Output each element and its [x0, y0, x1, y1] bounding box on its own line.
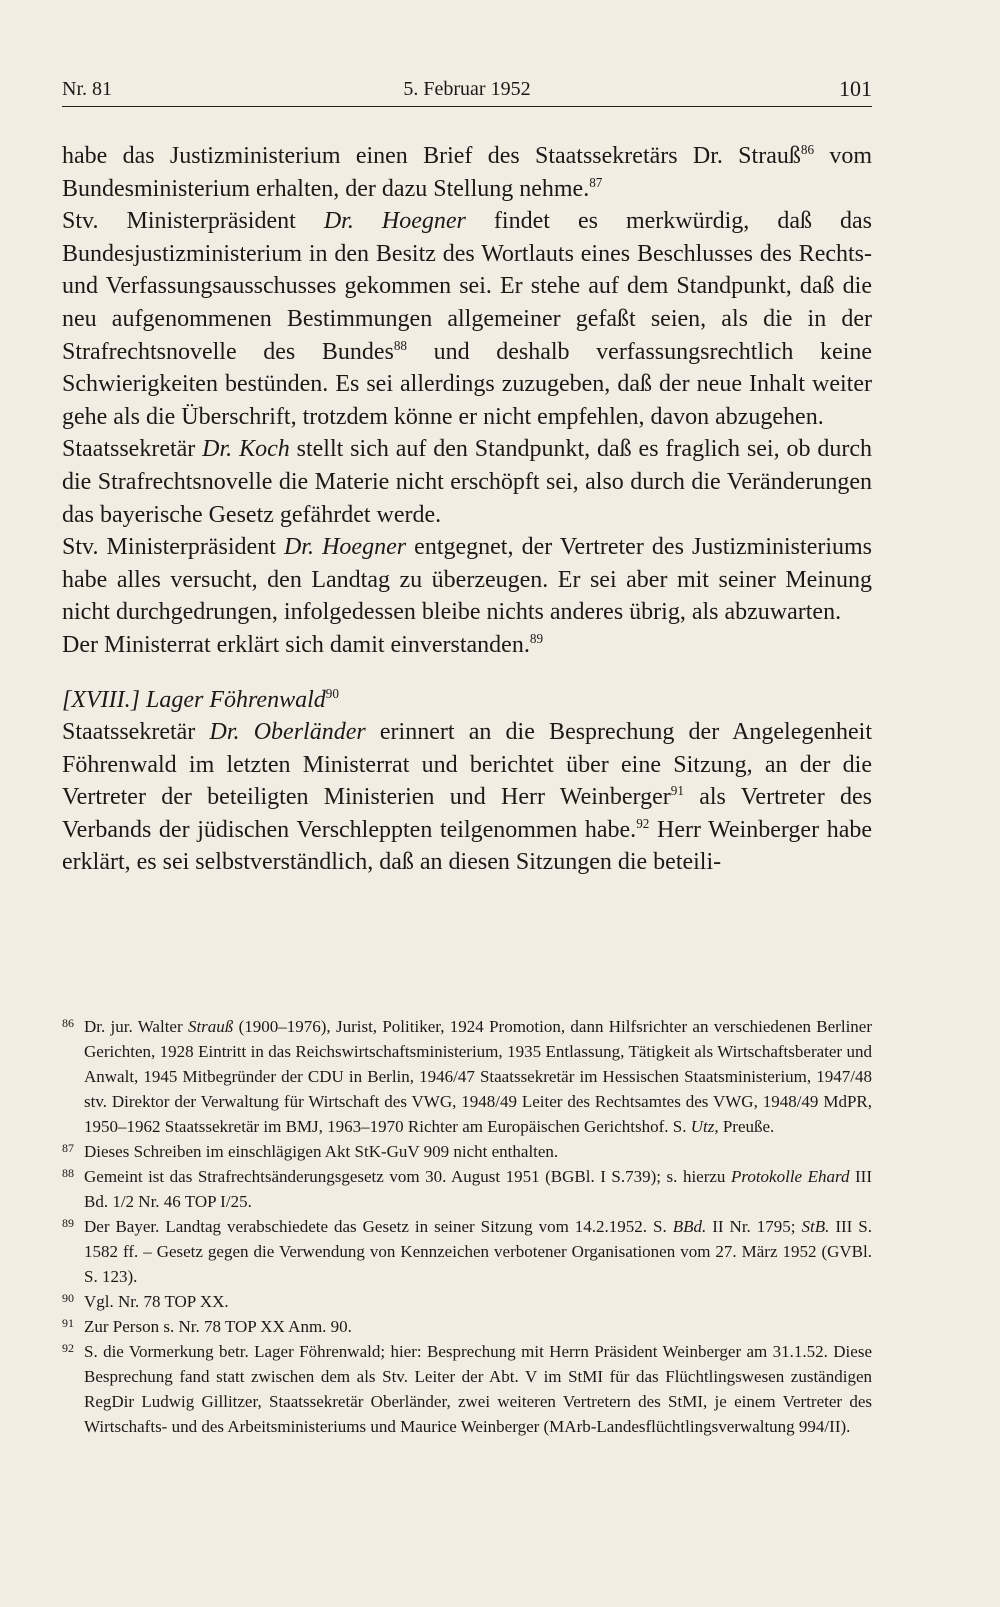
document-number: Nr. 81 — [62, 78, 112, 100]
paragraph: Stv. Ministerpräsident Dr. Hoegner entgegnet, der Vertreter des Justizministeriums habe alles versucht, den Landtag zu überzeugen. Er sei aber mit seiner Meinung nicht durchgedrungen, infolgedessen bleibe nichts anderes übrig, als abzuwarten. — [62, 534, 873, 626]
page-header — [62, 76, 872, 107]
footnote-ref[interactable]: 92 — [636, 815, 650, 831]
footnote-89: 89 Der Bayer. Landtag verabschiedete das Gesetz in seiner Sitzung vom 14.2.1952. S. BBd. II Nr. 1795; StB. III S. 1582 ff. – Gesetz gegen die Verwendung von Kennzeichen verbotener Organisationen vom 27. März 1952 (GVBl. S. 123). — [62, 1216, 872, 1286]
paragraph: Staatssekretär Dr. Oberländer erinnert an die Besprechung der Angelegenheit Föhrenwald im letzten Ministerrat und berichtet über eine Sitzung, an der die Vertreter der beteiligten Ministerien und Herr Weinberger$^{91}$ als Vertreter des Verbands der jüdischen Verschleppten teilgenommen habe.$^{92}$ Herr Weinberger habe erklärt, es sei selbstverständlich, daß an diesen Sitzungen die beteili- — [62, 719, 873, 876]
footnote-ref[interactable]: 90 — [325, 685, 339, 701]
footnote-ref[interactable]: 87 — [589, 174, 603, 190]
footnote-ref[interactable]: 91 — [670, 783, 684, 799]
footnote-92: 92 S. die Vormerkung betr. Lager Föhrenwald; hier: Besprechung mit Herrn Präsident Weinberger am 31.1.52. Diese Besprechung fand statt zwischen dem als Stv. Leiter der Abt. V im StMI für das Flüchtlingswesen zuständigen RegDir Ludwig Gillitzer, Staatssekretär Oberländer, zwei weiteren Vertretern des StMI, je einem Vertreter des Wirtschafts- und des Arbeitsministeriums und Maurice Weinberger (MArb-Landesflüchtlingsverwaltung 994/II). — [62, 1341, 872, 1436]
footnote-ref[interactable]: 88 — [393, 337, 408, 353]
footnote-91: 91 Zur Person s. Nr. 78 TOP XX Anm. 90. — [62, 1316, 352, 1336]
paragraph: Stv. Ministerpräsident Dr. Hoegner findet es merkwürdig, daß das Bundesjustizministerium in den Besitz des Wortlauts eines Beschlusses des Rechts- und Verfassungsausschusses gekommen sei. Er stehe auf dem Standpunkt, daß die neu aufgenommenen Bestimmungen allgemeiner gefaßt seien, als die in der Strafrechtsnovelle des Bundes$^{88}$ und deshalb verfassungsrechtlich keine Schwierigkeiten bestünden. Es sei allerdings zuzugeben, daß der neue Inhalt weiter gehe als die Überschrift, trotzdem könne er nicht empfehlen, davon abzugehen. — [62, 208, 873, 430]
speaker-name: Hoegner — [381, 208, 466, 235]
session-date: 5. Februar 1952 — [403, 78, 531, 100]
paragraph: habe das Justizministerium einen Brief des Staatssekretärs Dr. Strauß$^{86}$ vom Bundesministerium erhalten, der dazu Stellung nehme.$^{87}$ — [62, 142, 873, 202]
footnote-88: 88 Gemeint ist das Strafrechtsänderungsgesetz vom 30. August 1951 (BGBl. I S.739); s. hierzu Protokolle Ehard III Bd. 1/2 Nr. 46 TOP I/25. — [62, 1166, 872, 1211]
section-heading: [XVIII.] Lager Föhrenwald$^{90}$ — [62, 685, 339, 713]
footnote-90: 90 Vgl. Nr. 78 TOP XX. — [62, 1291, 229, 1311]
footnote-ref[interactable]: 89 — [529, 630, 544, 646]
speaker-name: Hoegner — [322, 534, 407, 561]
speaker-name: Oberländer — [253, 719, 366, 746]
footnote-ref[interactable]: 86 — [800, 142, 815, 157]
paragraph: Der Ministerrat erklärt sich damit einverstanden.$^{89}$ — [62, 630, 544, 658]
footnote-86: 86 Dr. jur. Walter Strauß (1900–1976), Jurist, Politiker, 1924 Promotion, dann Hilfsrichter an verschiedenen Berliner Gerichten, 1928 Eintritt in das Reichswirtschaftsministerium, 1935 Entlassung, Tätigkeit als Wirtschaftsberater und Anwalt, 1945 Mitbegründer der CDU in Berlin, 1946/47 Staatssekretär im Hessischen Staatsministerium, 1947/48 stv. Direktor der Verwaltung für Wirtschaft des VWG, 1948/49 Leiter des Rechtsamtes des VWG, 1948/49 MdPR, 1950–1962 Staatssekretär im BMJ, 1963–1970 Richter am Europäischen Gerichtshof. S. Utz, Preuße. — [62, 1016, 872, 1136]
speaker-name: Koch — [239, 436, 290, 463]
page-number: 101 — [839, 76, 872, 101]
main-text — [62, 140, 872, 879]
footnote-87: 87 Dieses Schreiben im einschlägigen Akt StK-GuV 909 nicht enthalten. — [62, 1141, 559, 1161]
paragraph: Staatssekretär Dr. Koch stellt sich auf den Standpunkt, daß es fraglich sei, ob durch die Strafrechtsnovelle die Materie nicht erschöpft sei, also durch die Veränderungen das bayerische Gesetz gefährdet werde. — [62, 436, 873, 528]
footnotes — [62, 1014, 872, 1439]
